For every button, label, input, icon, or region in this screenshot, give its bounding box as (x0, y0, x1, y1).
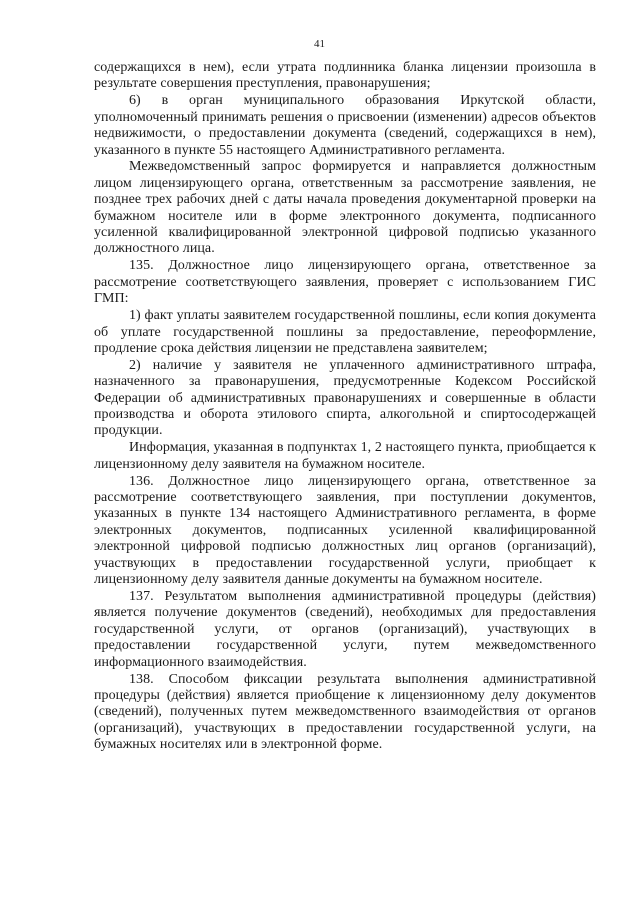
paragraph-subitem-2: 2) наличие у заявителя не уплаченного административного штрафа, назначенного за правонарушения, предусмотренные Кодексом Российской Федерации об административных правонарушениях и совершенные в области производства и оборота этилового спирта, алкогольной и спиртосодержащей продукции. (94, 357, 596, 439)
paragraph-item-6: 6) в орган муниципального образования Иркутской области, уполномоченный принимать решения о присвоении (изменении) адресов объектов недвижимости, о предоставлении документа (сведений, содержащихся в нем), указанного в пункте 55 настоящего Административного регламента. (94, 93, 596, 158)
paragraph-interagency-request: Межведомственный запрос формируется и направляется должностным лицом лицензирующего органа, ответственным за рассмотрение заявления, не позднее трех рабочих дней с даты начала проведения документарной проверки на бумажном носителе или в форме электронного документа, подписанного усиленной квалифицированной электронной цифровой подписью указанного должностного лица. (94, 159, 596, 257)
paragraph-continuation: содержащихся в нем), если утрата подлинника бланка лицензии произошла в результате совершения преступления, правонарушения; (94, 60, 596, 92)
page-number: 41 (314, 38, 325, 50)
paragraph-clause-136: 136. Должностное лицо лицензирующего органа, ответственное за рассмотрение соответствующего заявления, при поступлении документов, указанных в пункте 134 настоящего Административного регламента, в форме электронных документов, подписанных усиленной квалифицированной электронной цифровой подписью должностных лиц органов (организаций), участвующих в предоставлении государственной услуги, приобщает к лицензионному делу заявителя данные документы на бумажном носителе. (94, 473, 596, 588)
paragraph-subitem-1: 1) факт уплаты заявителем государственной пошлины, если копия документа об уплате государственной пошлины за предоставление, переоформление, продление срока действия лицензии не представлена заявителем; (94, 308, 596, 356)
paragraph-clause-135: 135. Должностное лицо лицензирующего органа, ответственное за рассмотрение соответствующего заявления, проверяет с использованием ГИС ГМП: (94, 258, 596, 307)
paragraph-information: Информация, указанная в подпунктах 1, 2 настоящего пункта, приобщается к лицензионному делу заявителя на бумажном носителе. (94, 440, 596, 472)
document-body (94, 60, 596, 754)
paragraph-clause-138: 138. Способом фиксации результата выполнения административной процедуры (действия) является приобщение к лицензионному делу документов (сведений), полученных путем межведомственного взаимодействия от органов (организаций), участвующих в предоставлении государственной услуги, на бумажных носителях или в электронной форме. (94, 671, 596, 753)
paragraph-clause-137: 137. Результатом выполнения административной процедуры (действия) является получение документов (сведений), необходимых для предоставления государственной услуги, от органов (организаций), участвующих в предоставлении государственной услуги, путем межведомственного информационного взаимодействия. (94, 589, 596, 670)
